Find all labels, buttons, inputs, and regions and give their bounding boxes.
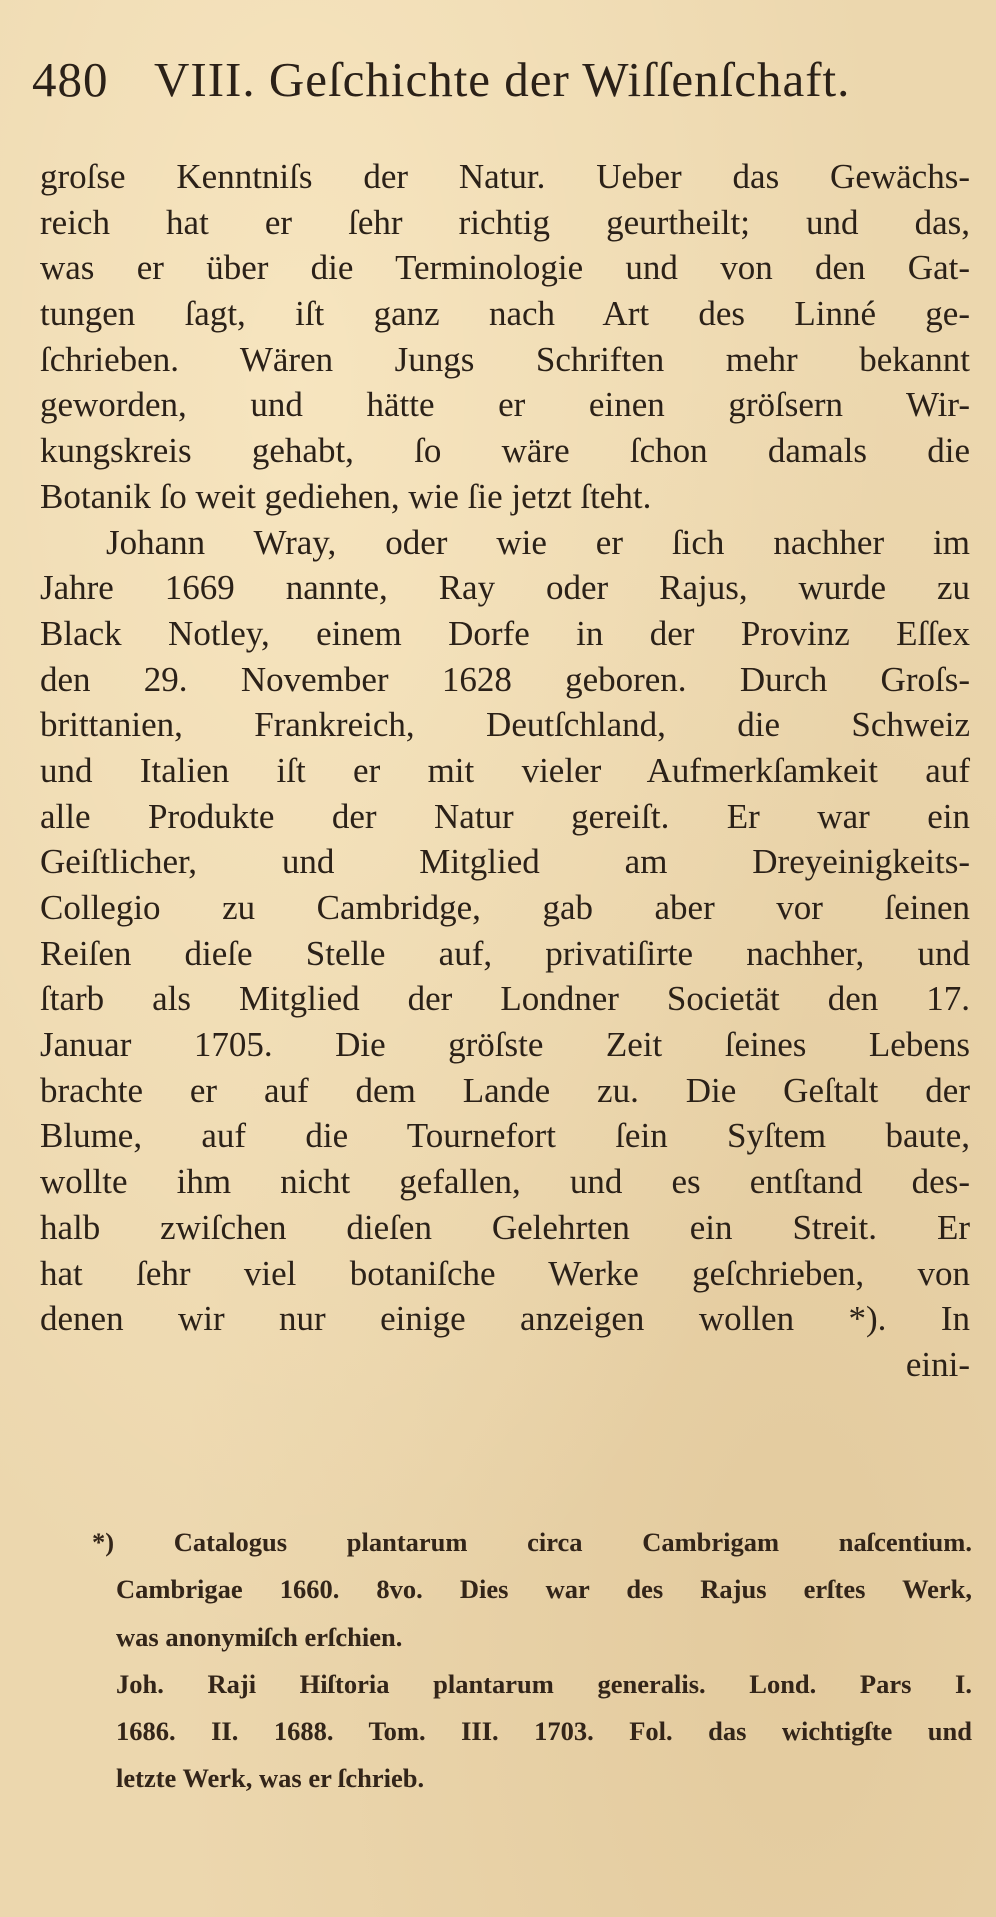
text-line: denen wir nur einige anzeigen wollen *). In: [40, 1299, 970, 1339]
text-line: Reiſen dieſe Stelle auf, privatiſirte nachher, und: [40, 933, 970, 973]
text-line: den 29. November 1628 geboren. Durch Groſs-: [40, 659, 970, 699]
page-number: 480: [32, 52, 109, 107]
text-line: brachte er auf dem Lande zu. Die Geſtalt der: [40, 1070, 970, 1110]
text-line: brittanien, Frankreich, Deutſchland, die Schweiz: [40, 705, 970, 745]
footnote-block: [92, 1519, 972, 1803]
paragraph-start-line: Johann Wray, oder wie er ſich nachher im: [106, 522, 970, 562]
footnote-line: Joh. Raji Hiſtoria plantarum generalis. Lond. Pars I.: [116, 1668, 972, 1699]
text-line: und Italien iſt er mit vieler Aufmerkſamkeit auf: [40, 750, 970, 790]
text-line: kungskreis gehabt, ſo wäre ſchon damals die: [40, 431, 970, 471]
chapter-title: VIII. Geſchichte der Wiſſenſchaft.: [154, 52, 851, 107]
text-line: Geiſtlicher, und Mitglied am Dreyeinigkeits-: [40, 842, 970, 882]
text-line: reich hat er ſehr richtig geurtheilt; und das,: [40, 202, 970, 242]
text-line: ſchrieben. Wären Jungs Schriften mehr bekannt: [40, 339, 970, 379]
text-line: wollte ihm nicht gefallen, und es entſtand des-: [40, 1162, 970, 1202]
text-line: Collegio zu Cambridge, gab aber vor ſeinen: [40, 888, 970, 927]
text-line: Blume, auf die Tournefort ſein Syſtem baute,: [40, 1116, 970, 1156]
footnote-line: *) Catalogus plantarum circa Cambrigam naſcentium.: [92, 1527, 972, 1557]
text-line: halb zwiſchen dieſen Gelehrten ein Streit. Er: [40, 1207, 970, 1247]
text-line: Botanik ſo weit gediehen, wie ſie jetzt ſteht.: [40, 476, 652, 516]
footnote-line: letzte Werk, was er ſchrieb.: [116, 1763, 425, 1794]
text-line: groſse Kenntniſs der Natur. Ueber das Gewächs-: [40, 157, 970, 196]
body-text: [40, 154, 970, 1388]
footnote-line: Cambrigae 1660. 8vo. Dies war des Rajus erſtes Werk,: [116, 1574, 972, 1605]
text-line: geworden, und hätte er einen gröſsern Wir-: [40, 385, 970, 425]
footnote-line: was anonymiſch erſchien.: [116, 1621, 403, 1652]
text-line: Januar 1705. Die gröſste Zeit ſeines Lebens: [40, 1025, 970, 1065]
text-line: hat ſehr viel botaniſche Werke geſchrieben, von: [40, 1253, 970, 1293]
text-line: alle Produkte der Natur gereiſt. Er war ein: [40, 796, 970, 836]
footnote-line: 1686. II. 1688. Tom. III. 1703. Fol. das wichtigſte und: [116, 1716, 972, 1747]
catchword: eini-: [905, 1344, 970, 1384]
running-head: [32, 50, 932, 110]
text-line: ſtarb als Mitglied der Londner Societät den 17.: [40, 979, 970, 1019]
text-line: Black Notley, einem Dorfe in der Provinz Eſſex: [40, 613, 970, 653]
text-line: was er über die Terminologie und von den Gat-: [40, 248, 970, 288]
text-line: Jahre 1669 nannte, Ray oder Rajus, wurde zu: [40, 568, 970, 608]
text-line: tungen ſagt, iſt ganz nach Art des Linné ge-: [40, 294, 970, 334]
